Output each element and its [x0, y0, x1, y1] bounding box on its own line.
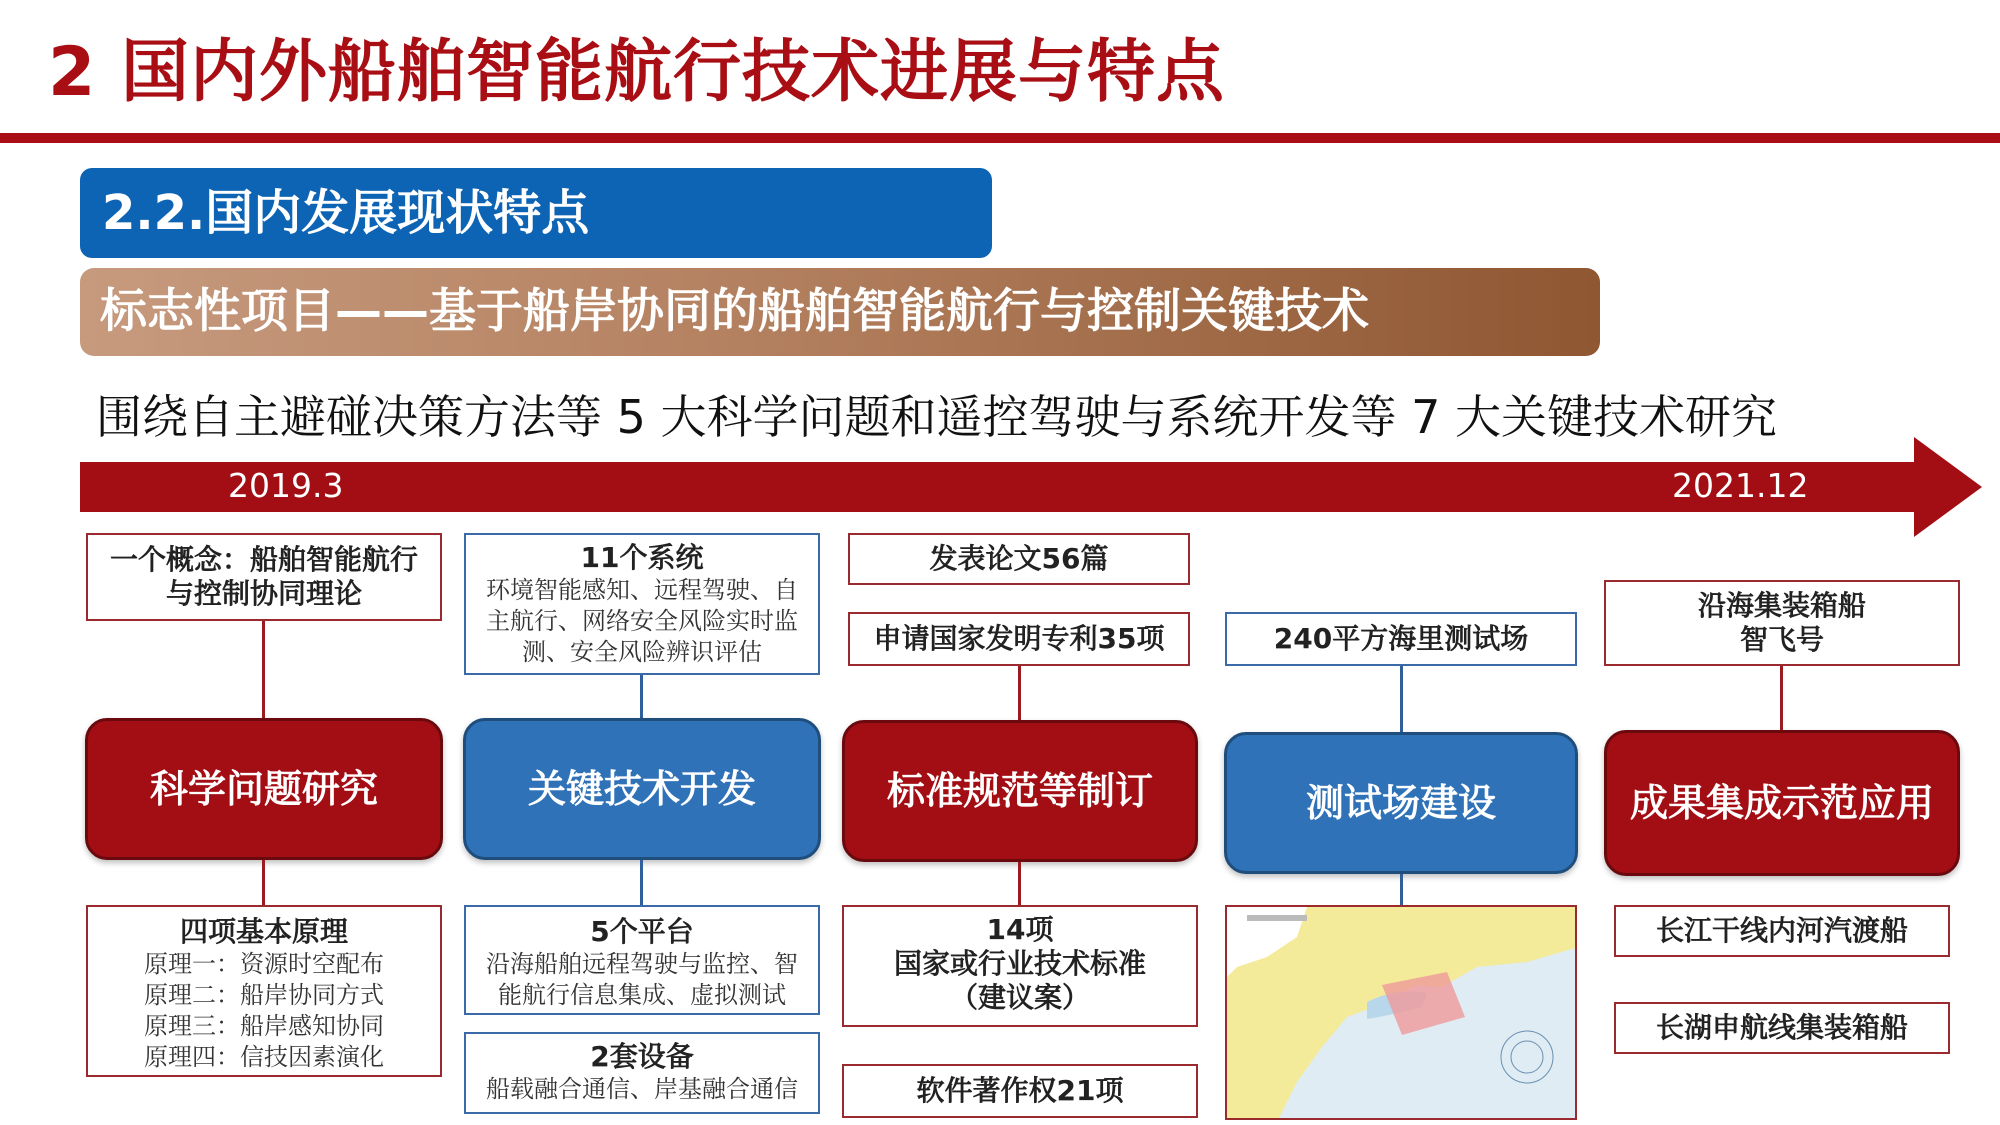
concept-line-2: 与控制协同理论: [165, 577, 362, 610]
application-pill: 成果集成示范应用: [1604, 730, 1960, 876]
zhifei-line-2: 智飞号: [1739, 623, 1824, 656]
systems-desc-line: 环境智能感知、远程驾驶、自: [486, 576, 798, 604]
zhifei-box: [1604, 580, 1960, 666]
standards-note: （建议案）: [949, 981, 1090, 1014]
principle-item: 原理一：资源时空配布: [144, 950, 384, 978]
systems-title: 11个系统: [580, 541, 704, 574]
software-box: 软件著作权21项: [842, 1064, 1198, 1118]
changhushen-box: 长湖申航线集装箱船: [1614, 1002, 1950, 1054]
timeline-end-date: 2021.12: [1672, 466, 1809, 505]
title-divider: [0, 133, 2000, 143]
equipment-desc: 船载融合通信、岸基融合通信: [486, 1075, 798, 1103]
timeline-start-date: 2019.3: [228, 466, 344, 505]
nautical-chart-image: [1225, 905, 1577, 1120]
principle-item: 原理四：信技因素演化: [144, 1043, 384, 1071]
principle-item: 原理三：船岸感知协同: [144, 1012, 384, 1040]
standards-count: 14项: [986, 913, 1054, 946]
platforms-box: [464, 905, 820, 1015]
platforms-title: 5个平台: [590, 915, 694, 948]
connector-line: [640, 675, 643, 720]
principles-box: [86, 905, 442, 1077]
standards-pill: 标准规范等制订: [842, 720, 1198, 862]
flagship-project-banner: 标志性项目——基于船岸协同的船舶智能航行与控制关键技术: [80, 268, 1600, 356]
page-title: 2 国内外船舶智能航行技术进展与特点: [48, 33, 1225, 112]
principle-item: 原理二：船岸协同方式: [144, 981, 384, 1009]
key-tech-pill: 关键技术开发: [463, 718, 821, 860]
systems-desc-line: 测、安全风险辨识评估: [522, 638, 762, 666]
science-research-pill: 科学问题研究: [85, 718, 443, 860]
test-field-box: 240平方海里测试场: [1225, 612, 1577, 666]
papers-box: 发表论文56篇: [848, 533, 1190, 585]
platforms-desc-line: 沿海船舶远程驾驶与监控、智: [486, 950, 798, 978]
connector-line: [1780, 666, 1783, 732]
connector-line: [1018, 666, 1021, 720]
sea-chart-graphic: [1227, 907, 1577, 1120]
equipment-title: 2套设备: [590, 1040, 694, 1073]
standards-box: [842, 905, 1198, 1027]
standards-desc: 国家或行业技术标准: [893, 947, 1146, 980]
connector-line: [262, 860, 265, 905]
test-field-pill: 测试场建设: [1224, 732, 1578, 874]
connector-line: [262, 621, 265, 720]
concept-line-1: 一个概念：船舶智能航行: [109, 543, 418, 576]
connector-line: [1400, 666, 1403, 734]
yangtze-ferry-box: 长江干线内河汽渡船: [1614, 905, 1950, 957]
connector-line: [1018, 862, 1021, 905]
patents-box: 申请国家发明专利35项: [848, 612, 1190, 666]
systems-desc-line: 主航行、网络安全风险实时监: [486, 607, 798, 635]
connector-line: [1400, 874, 1403, 905]
section-heading: 2.2.国内发展现状特点: [80, 168, 992, 258]
systems-box: [464, 533, 820, 675]
platforms-desc-line: 能航行信息集成、虚拟测试: [498, 981, 786, 1009]
zhifei-line-1: 沿海集装箱船: [1697, 589, 1866, 622]
concept-box: [86, 533, 442, 621]
research-summary: 围绕自主避碰决策方法等 5 大科学问题和遥控驾驶与系统开发等 7 大关键技术研究: [96, 390, 1778, 444]
equipment-box: [464, 1032, 820, 1114]
connector-line: [640, 860, 643, 905]
principles-title: 四项基本原理: [179, 915, 348, 948]
